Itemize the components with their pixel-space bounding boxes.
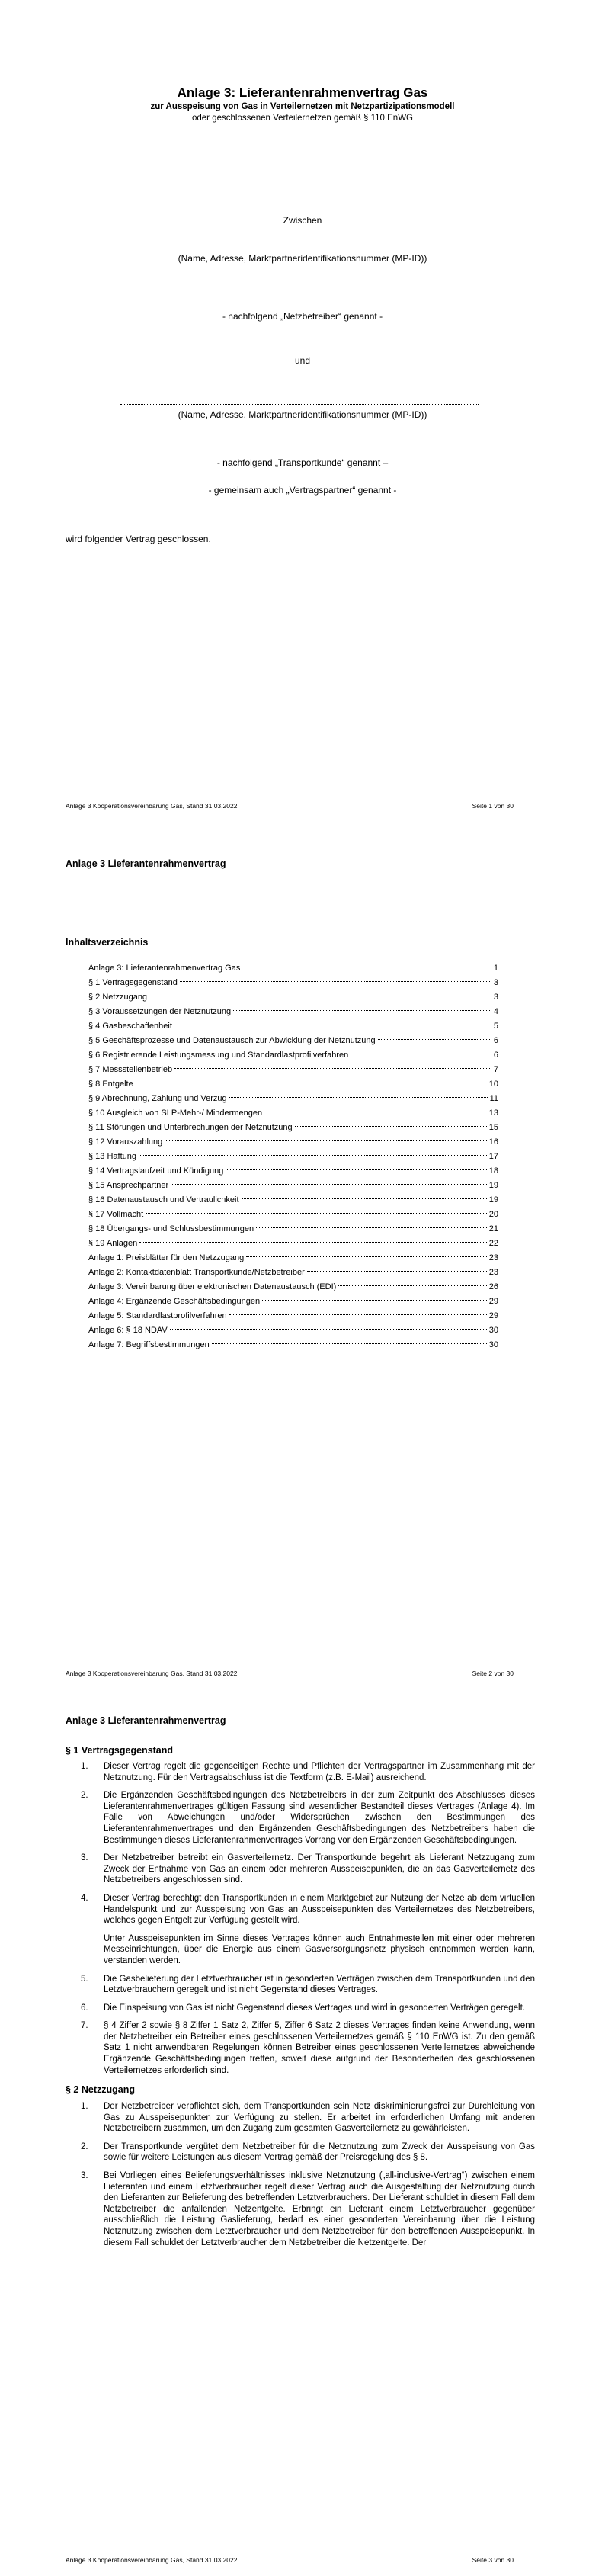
paragraph-text: Die Ergänzenden Geschäftsbedingungen des Netzbetreibers in der zum Zeitpunkt des Abschlusses dieses Lieferantenrahmenvertrages gültigen Fassung sind wesentlicher Bestandteil dieses Vertrages (Anlage 4). Im Falle von Abweichungen und/oder Widersprüchen zwischen den Bestimmungen des Lieferantenrahmenvertrages und den Ergänzenden Geschäftsbedingungen des Netzbetreibers haben die Bestimmungen dieses Lieferantenrahmenvertrages Vorrang vor den Ergänzenden Geschäftsbedingungen. — [104, 1791, 535, 1845]
toc-entry-title: § 14 Vertragslaufzeit und Kündigung — [88, 1166, 224, 1176]
toc-entry-title: § 4 Gasbeschaffenheit — [88, 1022, 172, 1031]
paragraph-number: 1. — [81, 2102, 88, 2111]
toc-entry-title: § 7 Messstellenbetrieb — [88, 1065, 173, 1074]
toc-leader-dots — [171, 1184, 487, 1185]
toc-entry[interactable] — [88, 1280, 498, 1294]
toc-entry[interactable] — [88, 1034, 498, 1048]
toc-entry-title: § 2 Netzzugang — [88, 993, 148, 1002]
toc-entry[interactable] — [88, 1063, 498, 1077]
toc-entry-title: § 9 Abrechnung, Zahlung und Verzug — [88, 1094, 227, 1103]
toc-leader-dots — [174, 1068, 491, 1069]
party1-role: - nachfolgend „Netzbetreiber“ genannt - — [222, 311, 383, 322]
toc-entry-title: § 10 Ausgleich von SLP-Mehr-/ Mindermengen — [88, 1108, 263, 1118]
paragraph-number: 2. — [81, 1791, 88, 1801]
page-1 — [0, 0, 605, 820]
toc-leader-dots — [262, 1300, 487, 1301]
page-2 — [0, 820, 605, 1677]
toc-entry-page: 13 — [488, 1108, 498, 1118]
toc-entry[interactable] — [88, 1208, 498, 1222]
running-header: Anlage 3 Lieferantenrahmenvertrag — [66, 858, 226, 869]
toc-entry[interactable] — [88, 1251, 498, 1266]
toc-entry-page: 5 — [493, 1022, 498, 1031]
toc-entry-title: § 13 Haftung — [88, 1152, 136, 1161]
toc-entry[interactable] — [88, 1077, 498, 1092]
paragraph-number: 3. — [81, 1853, 88, 1863]
toc-leader-dots — [256, 1227, 487, 1228]
paragraph-text: Die Gasbelieferung der Letztverbraucher ist in gesonderten Verträgen zwischen dem Transportkunden und den Letztverbrauchern geregelt und ist nicht Gegenstand dieses Vertrages. — [104, 1974, 535, 1995]
toc-entry-page: 26 — [488, 1282, 498, 1291]
footer-page-number: Seite 3 von 30 — [472, 2556, 514, 2564]
paragraph-text: Der Netzbetreiber verpflichtet sich, dem Transportkunden sein Netz diskriminierungsfrei zur Durchleitung von Gas zu Ausspeisepunkten zur Verfügung zu stellen. Er arbeitet im erforderlichen Umfang mit anderen Netzbetreibern zusammen, um den Zugang zum gesamten Gasverteilernetz zu gewährleisten. — [104, 2102, 535, 2134]
toc-entry-page: 19 — [488, 1181, 498, 1190]
toc-entry[interactable] — [88, 1179, 498, 1193]
toc-entry-page: 18 — [488, 1166, 498, 1176]
toc-entry[interactable] — [88, 990, 498, 1005]
toc-entry-page: 7 — [493, 1065, 498, 1074]
toc-entry-page: 29 — [488, 1297, 498, 1306]
toc-entry-page: 3 — [493, 978, 498, 987]
toc-entry[interactable] — [88, 1106, 498, 1121]
toc-entry[interactable] — [88, 1193, 498, 1208]
toc-entry-title: Anlage 1: Preisblätter für den Netzzugang — [88, 1253, 245, 1262]
paragraph-text: Der Netzbetreiber betreibt ein Gasverteilernetz. Der Transportkunde begehrt als Lieferant Netzzugang zum Zweck der Entnahme von Gas an einem oder mehreren Ausspeisepunkten, die an das Gasverteilernetz des Netzbetreibers angeschlossen sind. — [104, 1853, 535, 1885]
paragraph-text-continued: Unter Ausspeisepunkten im Sinne dieses Vertrages können auch Entnahmestellen mit einer oder mehreren Messeinrichtungen, über die Energie aus einem Gasversorgungsnetz physisch entnommen werden kann, verstanden werden. — [104, 1933, 535, 1965]
toc-entry[interactable] — [88, 1135, 498, 1150]
toc-entry-page: 29 — [488, 1311, 498, 1320]
toc-entry-title: § 6 Registrierende Leistungsmessung und Standardlastprofilverfahren — [88, 1051, 349, 1060]
toc-entry-page: 16 — [488, 1137, 498, 1147]
party1-hint: (Name, Adresse, Marktpartneridentifikationsnummer (MP-ID)) — [178, 253, 427, 264]
numbered-paragraph — [66, 1761, 535, 1783]
toc-entry-page: 3 — [493, 993, 498, 1002]
toc-entry-page: 20 — [488, 1210, 498, 1219]
toc-leader-dots — [233, 1010, 491, 1011]
toc-entry-page: 23 — [488, 1268, 498, 1277]
toc-entry-page: 1 — [493, 964, 498, 973]
toc-leader-dots — [242, 1198, 487, 1199]
toc-entry-title: Anlage 5: Standardlastprofilverfahren — [88, 1311, 227, 1320]
toc-leader-dots — [338, 1285, 486, 1286]
section-2-title: § 2 Netzzugang — [66, 2084, 135, 2095]
toc-entry-title: § 19 Anlagen — [88, 1239, 138, 1248]
numbered-paragraph — [66, 2020, 535, 2076]
numbered-paragraph — [66, 2170, 535, 2248]
toc-entry-page: 17 — [488, 1152, 498, 1161]
toc-leader-dots — [246, 1256, 487, 1257]
toc-leader-dots — [226, 1169, 486, 1170]
toc-leader-dots — [307, 1271, 487, 1272]
toc-leader-dots — [295, 1126, 487, 1127]
toc-leader-dots — [139, 1155, 487, 1156]
paragraph-number: 2. — [81, 2141, 88, 2151]
toc-entry-title: Anlage 3: Vereinbarung über elektronischen Datenaustausch (EDI) — [88, 1282, 337, 1291]
toc-entry-title: § 8 Entgelte — [88, 1079, 133, 1089]
toc-entry-page: 19 — [488, 1195, 498, 1205]
between-label: Zwischen — [283, 215, 322, 226]
toc-entry-title: § 15 Ansprechpartner — [88, 1181, 169, 1190]
toc-entry-title: § 3 Voraussetzungen der Netznutzung — [88, 1007, 232, 1016]
section-2-paragraphs — [66, 2101, 535, 2255]
toc-entry-page: 30 — [488, 1340, 498, 1349]
toc-entry[interactable] — [88, 1092, 498, 1106]
numbered-paragraph — [66, 2101, 535, 2135]
toc-entry[interactable] — [88, 1294, 498, 1309]
toc-entry[interactable] — [88, 1309, 498, 1323]
toc-entry-title: § 11 Störungen und Unterbrechungen der Netznutzung — [88, 1123, 293, 1132]
toc-entry[interactable] — [88, 1237, 498, 1251]
toc-entry-page: 6 — [493, 1036, 498, 1045]
party2-hint: (Name, Adresse, Marktpartneridentifikationsnummer (MP-ID)) — [178, 409, 427, 420]
footer-doc-info: Anlage 3 Kooperationsvereinbarung Gas, Stand 31.03.2022 — [66, 1670, 238, 1677]
paragraph-text: Dieser Vertrag berechtigt den Transportkunden in einem Marktgebiet zur Nutzung der Netze ab dem virtuellen Handelspunkt und zur Ausspeisung von Gas an Ausspeisepunkten des Verteilernetzes des Netzbetreibers, welches gegen Entgelt zur Verfügung gestellt wird. — [104, 1893, 535, 1926]
toc-entry[interactable] — [88, 1121, 498, 1135]
paragraph-text: Die Einspeisung von Gas ist nicht Gegenstand dieses Vertrages und wird in gesonderten Verträgen geregelt. — [104, 2003, 525, 2013]
toc-entry-title: § 12 Vorauszahlung — [88, 1137, 163, 1147]
toc-entry-page: 23 — [488, 1253, 498, 1262]
paragraph-text: Der Transportkunde vergütet dem Netzbetreiber für die Netznutzung zum Zweck der Ausspeisung von Gas sowie für weitere Leistungen aus diesem Vertrag gemäß der Preisregelung des § 8. — [104, 2141, 535, 2163]
paragraph-number: 3. — [81, 2170, 88, 2180]
numbered-paragraph — [66, 2141, 535, 2164]
toc-entry[interactable] — [88, 1338, 498, 1352]
numbered-paragraph — [66, 1974, 535, 1996]
numbered-paragraph — [66, 1893, 535, 1967]
toc-entry[interactable] — [88, 1005, 498, 1019]
toc-entry[interactable] — [88, 1048, 498, 1063]
paragraph-text: Bei Vorliegen eines Belieferungsverhältnisses inklusive Netznutzung („all-inclusive-Vertrag“) zwischen einem Lieferanten und einem Letztverbraucher regelt dieser Vertrag auch die Ausgestaltung der Netznutzung durch den Lieferanten zur Belieferung des betreffenden Letztverbrauchers. Der Lieferant schuldet in diesem Fall dem Netzbetreiber die anfallenden Netzentgelte. Erbringt ein Lieferant einem Letztverbraucher gegenüber ausschließlich die Leistung Gaslieferung, bedarf es einer gesonderten Vereinbarung über die Leistung Netznutzung zwischen dem Letztverbraucher und dem Netzbetreiber für den betreffenden Ausspeisepunkt. In diesem Fall schuldet der Letztverbraucher dem Netzbetreiber die Netzentgelte. Der — [104, 2170, 535, 2247]
toc-leader-dots — [170, 1329, 487, 1330]
toc-entry-title: § 18 Übergangs- und Schlussbestimmungen — [88, 1224, 254, 1233]
paragraph-number: 7. — [81, 2021, 88, 2031]
document-title: Anlage 3: Lieferantenrahmenvertrag Gas — [177, 85, 428, 100]
toc-entry-title: § 16 Datenaustausch und Vertraulichkeit — [88, 1195, 239, 1205]
section-1-title: § 1 Vertragsgegenstand — [66, 1745, 174, 1756]
paragraph-number: 6. — [81, 2003, 88, 2013]
toc-entry-title: Anlage 3: Lieferantenrahmenvertrag Gas — [88, 964, 241, 973]
toc-entry[interactable] — [88, 1019, 498, 1034]
toc-entry-title: Anlage 2: Kontaktdatenblatt Transportkunde/Netzbetreiber — [88, 1268, 305, 1277]
toc-entry-page: 15 — [488, 1123, 498, 1132]
toc-entry[interactable] — [88, 1323, 498, 1338]
and-label: und — [294, 355, 311, 366]
paragraph-text: § 4 Ziffer 2 sowie § 8 Ziffer 1 Satz 2, Ziffer 5, Ziffer 6 Satz 2 dieses Vertrages finden keine Anwendung, wenn der Netzbetreiber ein Betreiber eines geschlossenen Verteilernetzes gemäß § 110 EnWG ist. Zu den gemäß Satz 1 nicht anwendbaren Regelungen können Betreiber eines geschlossenen Verteilernetzes abweichende Ergänzende Geschäftsbedingungen treffen, soweit diese aufgrund der Besonderheiten des geschlossenen Verteilernetzes erforderlich sind. — [104, 2021, 535, 2075]
paragraph-text: Dieser Vertrag regelt die gegenseitigen Rechte und Pflichten der Vertragspartner im Zusammenhang mit der Netznutzung. Für den Vertragsabschluss ist die Textform (z.B. E-Mail) ausreichend. — [104, 1762, 535, 1782]
party2-role: - nachfolgend „Transportkunde“ genannt – — [216, 457, 389, 468]
numbered-paragraph — [66, 2003, 535, 2014]
toc-entry-page: 21 — [488, 1224, 498, 1233]
footer-doc-info: Anlage 3 Kooperationsvereinbarung Gas, Stand 31.03.2022 — [66, 2556, 238, 2564]
toc-entry[interactable] — [88, 1150, 498, 1164]
toc-leader-dots — [165, 1140, 487, 1141]
running-header: Anlage 3 Lieferantenrahmenvertrag — [66, 1715, 226, 1726]
toc-leader-dots — [139, 1242, 487, 1243]
toc-entry[interactable] — [88, 1222, 498, 1237]
numbered-paragraph — [66, 1790, 535, 1846]
toc-title: Inhaltsverzeichnis — [66, 937, 149, 948]
toc-leader-dots — [378, 1039, 491, 1040]
page-3 — [0, 1677, 605, 2576]
toc-entry-title: Anlage 6: § 18 NDAV — [88, 1326, 168, 1335]
intro-sentence: wird folgender Vertrag geschlossen. — [66, 534, 211, 544]
toc-entry[interactable] — [88, 976, 498, 990]
toc-entry-title: Anlage 7: Begriffsbestimmungen — [88, 1340, 210, 1349]
toc-entry-page: 30 — [488, 1326, 498, 1335]
toc-entry-page: 22 — [488, 1239, 498, 1248]
section-1-paragraphs — [66, 1761, 535, 2083]
toc-entry-title: § 1 Vertragsgegenstand — [88, 978, 178, 987]
toc-entry[interactable] — [88, 1266, 498, 1280]
page-footer — [66, 1670, 514, 1677]
toc-entry-page: 4 — [493, 1007, 498, 1016]
toc-entry-title: § 17 Vollmacht — [88, 1210, 144, 1219]
page-footer — [66, 802, 514, 810]
footer-doc-info: Anlage 3 Kooperationsvereinbarung Gas, Stand 31.03.2022 — [66, 802, 238, 810]
toc-leader-dots — [229, 1314, 487, 1315]
paragraph-number: 4. — [81, 1893, 88, 1903]
paragraph-number: 1. — [81, 1762, 88, 1771]
toc-entry[interactable] — [88, 961, 498, 976]
footer-page-number: Seite 2 von 30 — [472, 1670, 514, 1677]
table-of-contents — [88, 961, 498, 1352]
toc-entry-page: 6 — [493, 1051, 498, 1060]
paragraph-number: 5. — [81, 1974, 88, 1984]
toc-entry-title: § 5 Geschäftsprozesse und Datenaustausch zur Abwicklung der Netznutzung — [88, 1036, 376, 1045]
joint-role: - gemeinsam auch „Vertragspartner“ genannt - — [208, 485, 397, 496]
toc-entry[interactable] — [88, 1164, 498, 1179]
page-footer — [66, 2556, 514, 2564]
toc-entry-page: 10 — [488, 1079, 498, 1089]
document-subtitle: zur Ausspeisung von Gas in Verteilernetzen mit Netzpartizipationsmodell — [150, 102, 455, 111]
toc-leader-dots — [229, 1097, 488, 1098]
footer-page-number: Seite 1 von 30 — [472, 802, 514, 810]
toc-leader-dots — [146, 1213, 487, 1214]
toc-entry-page: 11 — [489, 1094, 498, 1103]
toc-entry-title: Anlage 4: Ergänzende Geschäftsbedingungen — [88, 1297, 261, 1306]
toc-leader-dots — [212, 1343, 487, 1344]
document-subtitle-2: oder geschlossenen Verteilernetzen gemäß § 110 EnWG — [191, 114, 413, 123]
party2-input-line — [120, 404, 479, 405]
numbered-paragraph — [66, 1853, 535, 1886]
toc-leader-dots — [180, 981, 491, 982]
